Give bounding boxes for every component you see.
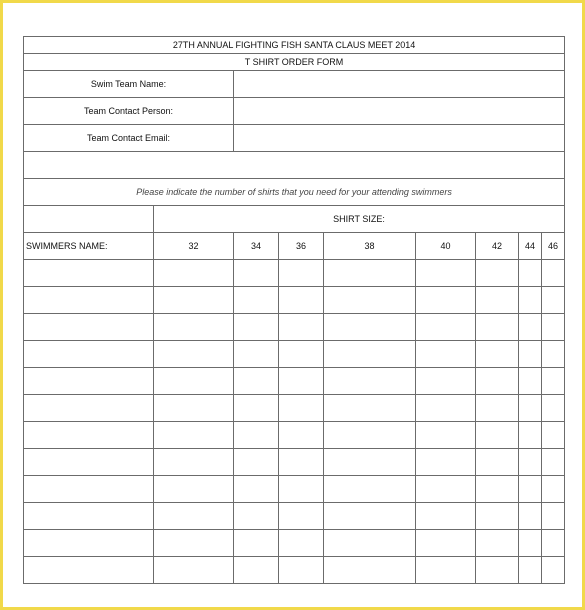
size-quantity-cell[interactable] — [279, 557, 324, 584]
size-quantity-cell[interactable] — [279, 503, 324, 530]
size-quantity-cell[interactable] — [542, 260, 565, 287]
swimmer-name-cell[interactable] — [24, 503, 154, 530]
size-quantity-cell[interactable] — [416, 287, 476, 314]
swimmer-name-cell[interactable] — [24, 557, 154, 584]
size-quantity-cell[interactable] — [416, 422, 476, 449]
swimmers-name-header: SWIMMERS NAME: — [24, 233, 154, 260]
size-quantity-cell[interactable] — [154, 530, 234, 557]
size-quantity-cell[interactable] — [542, 530, 565, 557]
size-quantity-cell[interactable] — [279, 395, 324, 422]
size-quantity-cell[interactable] — [416, 476, 476, 503]
size-quantity-cell[interactable] — [476, 341, 519, 368]
size-quantity-cell[interactable] — [324, 557, 416, 584]
size-quantity-cell[interactable] — [519, 395, 542, 422]
size-header-46: 46 — [542, 233, 565, 260]
size-quantity-cell[interactable] — [324, 395, 416, 422]
shirt-size-header: SHIRT SIZE: — [154, 206, 565, 233]
size-quantity-cell[interactable] — [279, 476, 324, 503]
swimmer-name-cell[interactable] — [24, 260, 154, 287]
swimmer-name-cell[interactable] — [24, 422, 154, 449]
swim-team-name-label: Swim Team Name: — [24, 71, 234, 98]
instruction-text: Please indicate the number of shirts that you need for your attending swimmers — [24, 179, 565, 206]
size-quantity-cell[interactable] — [324, 341, 416, 368]
size-header-44: 44 — [519, 233, 542, 260]
size-quantity-cell[interactable] — [234, 395, 279, 422]
size-quantity-cell[interactable] — [279, 449, 324, 476]
table-row — [24, 395, 565, 422]
table-row — [24, 503, 565, 530]
size-quantity-cell[interactable] — [324, 260, 416, 287]
size-quantity-cell[interactable] — [476, 476, 519, 503]
size-quantity-cell[interactable] — [542, 314, 565, 341]
size-quantity-cell[interactable] — [279, 341, 324, 368]
size-quantity-cell[interactable] — [324, 449, 416, 476]
size-quantity-cell[interactable] — [234, 314, 279, 341]
size-quantity-cell[interactable] — [234, 341, 279, 368]
size-quantity-cell[interactable] — [279, 530, 324, 557]
size-quantity-cell[interactable] — [279, 314, 324, 341]
size-quantity-cell[interactable] — [542, 503, 565, 530]
size-header-38: 38 — [324, 233, 416, 260]
size-header-34: 34 — [234, 233, 279, 260]
swim-team-name-field[interactable] — [234, 71, 565, 98]
size-quantity-cell[interactable] — [324, 314, 416, 341]
size-quantity-cell[interactable] — [416, 530, 476, 557]
size-quantity-cell[interactable] — [234, 557, 279, 584]
tshirt-order-form — [23, 36, 565, 584]
size-quantity-cell[interactable] — [542, 449, 565, 476]
size-quantity-cell[interactable] — [416, 503, 476, 530]
size-quantity-cell[interactable] — [154, 260, 234, 287]
page-frame — [3, 3, 582, 607]
size-quantity-cell[interactable] — [154, 287, 234, 314]
size-quantity-cell[interactable] — [476, 503, 519, 530]
size-quantity-cell[interactable] — [519, 314, 542, 341]
swimmer-name-cell[interactable] — [24, 368, 154, 395]
table-row — [24, 422, 565, 449]
size-quantity-cell[interactable] — [154, 476, 234, 503]
size-quantity-cell[interactable] — [542, 557, 565, 584]
size-quantity-cell[interactable] — [416, 449, 476, 476]
team-contact-email-label: Team Contact Email: — [24, 125, 234, 152]
size-quantity-cell[interactable] — [476, 287, 519, 314]
size-quantity-cell[interactable] — [324, 287, 416, 314]
size-quantity-cell[interactable] — [519, 287, 542, 314]
team-contact-email-field[interactable] — [234, 125, 565, 152]
table-row — [24, 557, 565, 584]
table-row — [24, 530, 565, 557]
size-quantity-cell[interactable] — [279, 287, 324, 314]
size-quantity-cell[interactable] — [519, 341, 542, 368]
size-quantity-cell[interactable] — [519, 557, 542, 584]
swimmer-name-cell[interactable] — [24, 287, 154, 314]
swimmer-name-cell[interactable] — [24, 476, 154, 503]
size-quantity-cell[interactable] — [416, 557, 476, 584]
size-quantity-cell[interactable] — [234, 422, 279, 449]
size-quantity-cell[interactable] — [154, 557, 234, 584]
size-quantity-cell[interactable] — [542, 341, 565, 368]
size-quantity-cell[interactable] — [234, 287, 279, 314]
size-quantity-cell[interactable] — [519, 503, 542, 530]
size-quantity-cell[interactable] — [416, 341, 476, 368]
size-quantity-cell[interactable] — [542, 395, 565, 422]
size-quantity-cell[interactable] — [519, 422, 542, 449]
size-quantity-cell[interactable] — [234, 449, 279, 476]
size-quantity-cell[interactable] — [234, 503, 279, 530]
size-quantity-cell[interactable] — [154, 503, 234, 530]
size-quantity-cell[interactable] — [476, 314, 519, 341]
size-header-42: 42 — [476, 233, 519, 260]
size-quantity-cell[interactable] — [279, 260, 324, 287]
size-quantity-cell[interactable] — [154, 314, 234, 341]
size-header-36: 36 — [279, 233, 324, 260]
size-quantity-cell[interactable] — [154, 449, 234, 476]
size-quantity-cell[interactable] — [542, 368, 565, 395]
swimmer-name-cell[interactable] — [24, 395, 154, 422]
size-quantity-cell[interactable] — [476, 449, 519, 476]
size-quantity-cell[interactable] — [416, 260, 476, 287]
table-row — [24, 287, 565, 314]
size-quantity-cell[interactable] — [154, 368, 234, 395]
size-quantity-cell[interactable] — [542, 476, 565, 503]
size-quantity-cell[interactable] — [154, 341, 234, 368]
table-row — [24, 341, 565, 368]
size-quantity-cell[interactable] — [519, 476, 542, 503]
size-quantity-cell[interactable] — [476, 557, 519, 584]
blank-header-cell — [24, 206, 154, 233]
size-header-32: 32 — [154, 233, 234, 260]
swimmer-name-cell[interactable] — [24, 341, 154, 368]
size-quantity-cell[interactable] — [234, 530, 279, 557]
size-quantity-cell[interactable] — [416, 395, 476, 422]
team-contact-person-field[interactable] — [234, 98, 565, 125]
swimmer-name-cell[interactable] — [24, 449, 154, 476]
table-row — [24, 449, 565, 476]
size-quantity-cell[interactable] — [279, 422, 324, 449]
size-quantity-cell[interactable] — [476, 422, 519, 449]
swimmer-name-cell[interactable] — [24, 530, 154, 557]
size-quantity-cell[interactable] — [154, 395, 234, 422]
size-quantity-cell[interactable] — [476, 395, 519, 422]
size-quantity-cell[interactable] — [234, 260, 279, 287]
size-quantity-cell[interactable] — [542, 287, 565, 314]
size-quantity-cell[interactable] — [324, 530, 416, 557]
table-row — [24, 260, 565, 287]
size-quantity-cell[interactable] — [476, 368, 519, 395]
size-quantity-cell[interactable] — [542, 422, 565, 449]
form-subtitle: T SHIRT ORDER FORM — [24, 54, 565, 71]
size-quantity-cell[interactable] — [324, 503, 416, 530]
size-quantity-cell[interactable] — [519, 368, 542, 395]
spacer-row — [24, 152, 565, 179]
size-quantity-cell[interactable] — [154, 422, 234, 449]
size-quantity-cell[interactable] — [234, 476, 279, 503]
swimmer-name-cell[interactable] — [24, 314, 154, 341]
size-quantity-cell[interactable] — [324, 368, 416, 395]
size-quantity-cell[interactable] — [324, 422, 416, 449]
size-quantity-cell[interactable] — [416, 368, 476, 395]
size-quantity-cell[interactable] — [234, 368, 279, 395]
size-quantity-cell[interactable] — [416, 314, 476, 341]
size-quantity-cell[interactable] — [476, 260, 519, 287]
size-header-40: 40 — [416, 233, 476, 260]
size-quantity-cell[interactable] — [324, 476, 416, 503]
table-row — [24, 476, 565, 503]
size-quantity-cell[interactable] — [519, 260, 542, 287]
table-row — [24, 368, 565, 395]
form-title: 27TH ANNUAL FIGHTING FISH SANTA CLAUS MEET 2014 — [24, 37, 565, 54]
team-contact-person-label: Team Contact Person: — [24, 98, 234, 125]
size-quantity-cell[interactable] — [519, 449, 542, 476]
table-row — [24, 314, 565, 341]
size-quantity-cell[interactable] — [519, 530, 542, 557]
size-quantity-cell[interactable] — [279, 368, 324, 395]
size-quantity-cell[interactable] — [476, 530, 519, 557]
